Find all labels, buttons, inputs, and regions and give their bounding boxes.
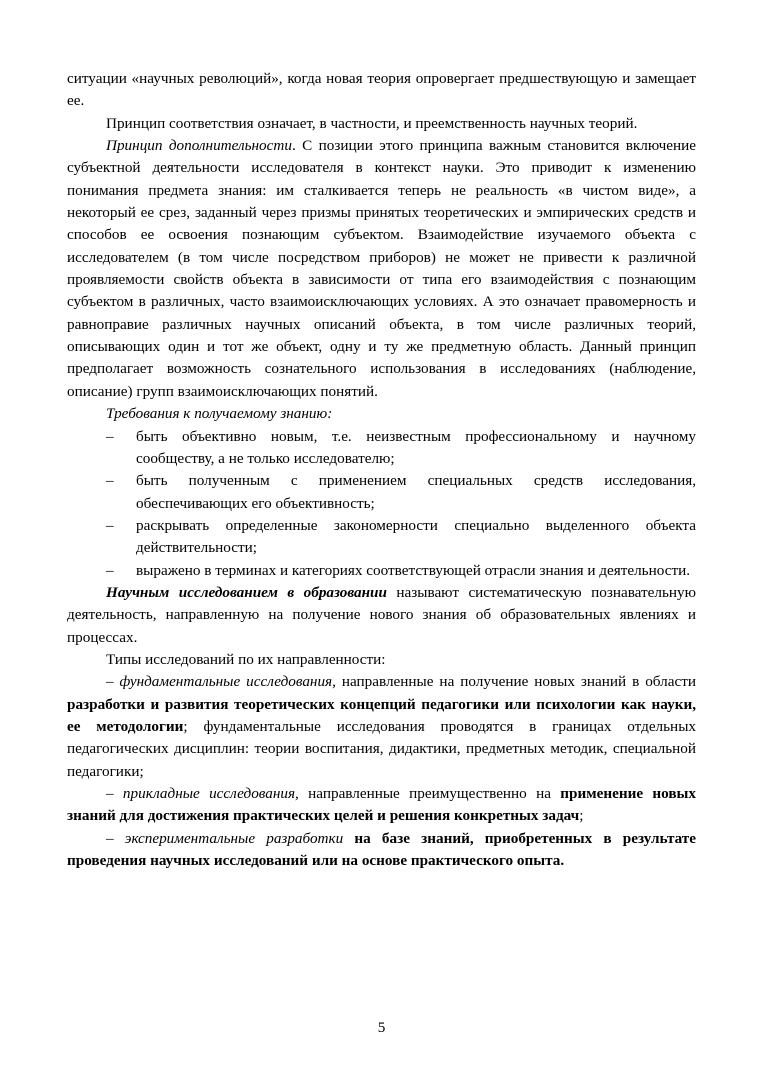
page-number: 5 (377, 1019, 386, 1036)
types-heading (67, 649, 696, 671)
paragraph (67, 582, 696, 649)
paragraph-text: Принцип соответствия означает, в частности, и преемственность научных теорий. (106, 114, 638, 132)
list-item-text: раскрывать определенные закономерности специально выделенного объекта действительности; (136, 516, 696, 557)
page-body (67, 68, 696, 872)
dash-bullet-icon: – (106, 785, 123, 802)
paragraph-text: . С позиции этого принципа важным становится включение субъектной деятельности исследователя в контекст науки. Это приводит к изменению понимания предмета знания: им сталкивается теперь не реальность «в чистом виде», а некоторый ее срез, заданный через призмы принятых теоретических и эмпирических средств и способов ее освоения познающим субъектом. Взаимодействие изучаемого объекта с исследователем (в том числе посредством приборов) не может не привести к различной проявляемости свойств объекта в зависимости от типа его взаимодействия с познающим субъектом в различных, часто взаимоисключающих условиях. А это означает правомерность и равноправие различных научных описаний объекта, в том числе различных теорий, описывающих один и тот же объект, одну и ту же предметную область. Данный принцип предполагает возможность сознательного использования в исследованиях (наблюдение, описание) групп взаимоисключающих понятий. (67, 137, 697, 400)
research-type-item (67, 828, 696, 873)
paragraph (67, 135, 696, 403)
paragraph (67, 113, 696, 135)
research-type-text: направленные преимущественно на (298, 785, 561, 802)
research-type-item (67, 783, 696, 828)
paragraph (67, 68, 696, 113)
research-type-highlight: на базе знаний, приобретенных в результате проведения научных исследований или на основе практического опыта. (67, 829, 697, 870)
paragraph-text: называют систематическую познавательную деятельность, направленную на получение нового знания об образовательных явлениях и процессах. (67, 583, 696, 646)
paragraph-emphasis: Принцип дополнительности (106, 137, 292, 155)
dash-bullet-icon: – (106, 472, 114, 490)
dash-bullet-icon: – (106, 673, 120, 691)
requirements-heading (67, 403, 696, 425)
list-item (67, 560, 696, 582)
list-item-text: быть полученным с применением специальных средств исследования, обеспечивающих его объективность; (136, 472, 696, 512)
dash-bullet-icon: – (106, 829, 125, 847)
research-type-name: прикладные исследования, (122, 785, 299, 802)
list-item (67, 515, 696, 560)
research-type-text-tail: ; фундаментальные исследования проводятся в границах отдельных педагогических дисциплин: теории воспитания, дидактики, предметных методик, специальной педагогики; (67, 717, 696, 780)
list-item-text: быть объективно новым, т.е. неизвестным профессиональному и научному сообществу, а не только исследователю; (136, 427, 696, 467)
requirements-list (67, 426, 696, 582)
list-item-text: выражено в терминах и категориях соответствующей отрасли знания и деятельности. (136, 561, 691, 579)
research-type-name: фундаментальные исследования, (119, 673, 336, 691)
list-item (67, 470, 696, 515)
research-type-name: экспериментальные разработки (124, 829, 344, 847)
dash-bullet-icon: – (106, 427, 114, 445)
research-type-space (343, 830, 354, 847)
dash-bullet-icon: – (106, 516, 114, 534)
research-type-highlight: разработки и развития теоретических концепций педагогики или психологии как науки, ее методологии (67, 695, 696, 735)
dash-bullet-icon: – (106, 561, 114, 579)
term-definition: Научным исследованием в образовании (106, 583, 387, 601)
paragraph-text: ситуации «научных революций», когда новая теория опровергает предшествующую и замещает ее. (67, 70, 696, 110)
research-type-text-tail: ; (579, 807, 584, 825)
research-type-highlight: применение новых знаний для достижения практических целей и решения конкретных задач (67, 785, 697, 825)
page-footer (0, 1019, 763, 1037)
list-item (67, 426, 696, 471)
research-type-text: направленные на получение новых знаний в области (335, 673, 696, 691)
research-type-item (67, 671, 696, 783)
types-heading-text: Типы исследований по их направленности: (106, 650, 386, 668)
requirements-heading-text: Требования к получаемому знанию: (106, 405, 333, 423)
